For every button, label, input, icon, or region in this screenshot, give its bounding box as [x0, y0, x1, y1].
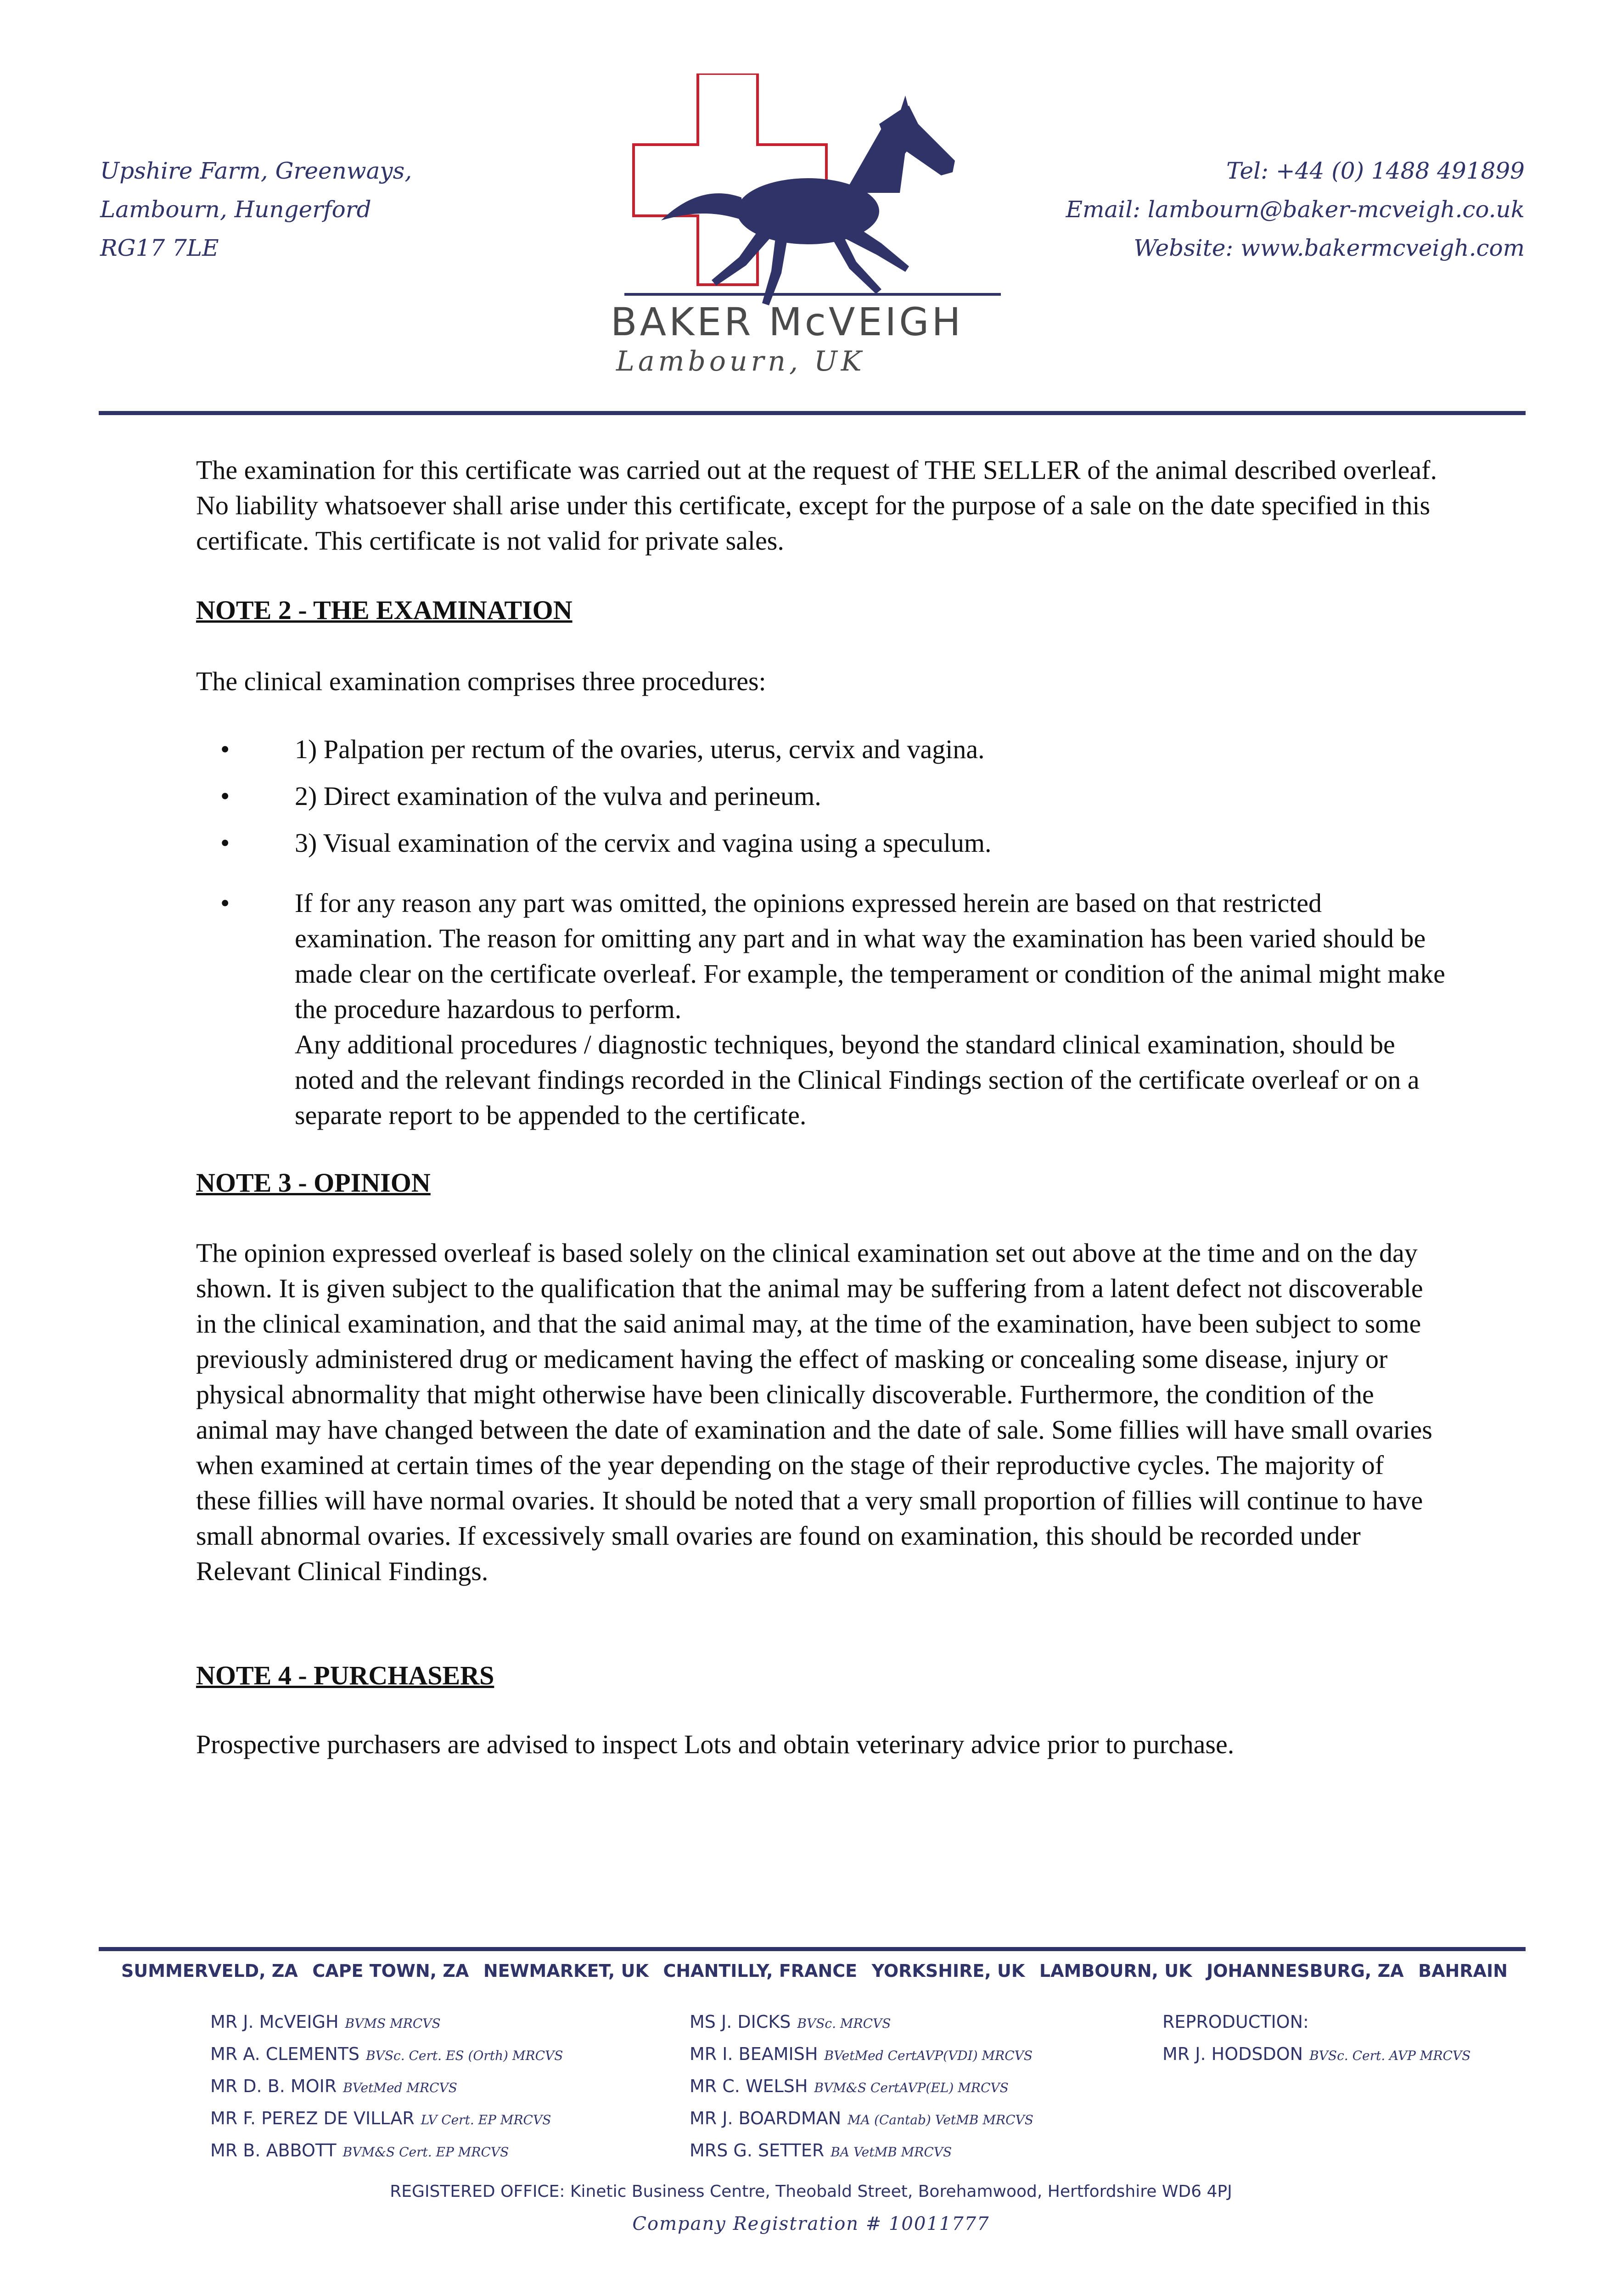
logo-underline [624, 293, 1001, 296]
bullet-icon: • [220, 828, 230, 858]
note-2-heading: NOTE 2 - THE EXAMINATION [196, 595, 572, 625]
staff-name: MR J. BOARDMAN [690, 2108, 842, 2128]
staff-entry [1162, 2038, 1470, 2070]
farm-address [100, 152, 412, 267]
staff-name: MS J. DICKS [690, 2012, 791, 2032]
staff-qualification: BVM&S Cert. EP MRCVS [342, 2144, 509, 2160]
staff-name: MR A. CLEMENTS [210, 2044, 360, 2064]
note-4-heading: NOTE 4 - PURCHASERS [196, 1660, 494, 1690]
staff-name: MR B. ABBOTT [210, 2140, 337, 2161]
staff-qualification: BVSc. Cert. ES (Orth) MRCVS [366, 2048, 563, 2063]
staff-entry [210, 2102, 563, 2134]
location: CAPE TOWN, ZA [312, 1961, 469, 1981]
horse-icon [661, 96, 955, 305]
staff-qualification: BA VetMB MRCVS [831, 2144, 952, 2160]
note-4-paragraph: Prospective purchasers are advised to inspect Lots and obtain veterinary advice prior to purchase. [196, 1729, 1235, 1759]
registered-office: REGISTERED OFFICE: Kinetic Business Centre, Theobald Street, Borehamwood, Hertfordshire WD6 4PJ [390, 2182, 1232, 2201]
staff-entry [690, 2038, 1033, 2070]
staff-name: MR J. HODSDON [1162, 2044, 1303, 2064]
staff-name: MR D. B. MOIR [210, 2076, 337, 2096]
staff-entry [210, 2006, 563, 2038]
staff-qualification: BVM&S CertAVP(EL) MRCVS [814, 2080, 1009, 2095]
office-locations [121, 1961, 1508, 1981]
staff-entry [210, 2134, 563, 2167]
brand-name: BAKER McVEIGH [611, 299, 964, 344]
staff-qualification: MA (Cantab) VetMB MRCVS [847, 2112, 1033, 2127]
brand-location: Lambourn, UK [616, 345, 865, 377]
staff-column-2 [690, 2006, 1033, 2167]
section-label: REPRODUCTION: [1162, 2012, 1309, 2032]
staff-entry [690, 2006, 1033, 2038]
procedure-item: 3) Visual examination of the cervix and vagina using a speculum. [295, 828, 992, 858]
company-registration: Company Registration # 10011777 [632, 2213, 990, 2234]
staff-entry [690, 2070, 1033, 2102]
omission-note [295, 885, 1461, 1133]
staff-entry [210, 2070, 563, 2102]
contact-details [1066, 152, 1525, 267]
location: SUMMERVELD, ZA [121, 1961, 298, 1981]
staff-entry [690, 2134, 1033, 2167]
omission-text: If for any reason any part was omitted, the opinions expressed herein are based on that restricted examination. The reason for omitting any part and in what way the examination has been varied should be made clear on the certificate overleaf. For example, the temperament or condition of the animal might make the procedure hazardous to perform. [295, 888, 1445, 1024]
additional-procedures-text: Any additional procedures / diagnostic techniques, beyond the standard clinical examination, should be noted and the relevant findings recorded in the Clinical Findings section of the certificate overleaf or on a separate report to be appended to the certificate. [295, 1030, 1420, 1130]
staff-qualification: BVMS MRCVS [345, 2016, 441, 2031]
email-line: Email: lambourn@baker-mcveigh.co.uk [1066, 196, 1525, 223]
location: JOHANNESBURG, ZA [1207, 1961, 1404, 1981]
staff-name: MRS G. SETTER [690, 2140, 825, 2161]
procedure-item: 2) Direct examination of the vulva and perineum. [295, 781, 821, 811]
note-3-heading: NOTE 3 - OPINION [196, 1168, 431, 1198]
footer-divider [99, 1947, 1526, 1951]
bullet-icon: • [220, 888, 230, 918]
location: LAMBOURN, UK [1039, 1961, 1192, 1981]
staff-qualification: BVetMed MRCVS [343, 2080, 457, 2095]
header-divider [99, 411, 1526, 415]
staff-qualification: BVSc. MRCVS [797, 2016, 891, 2031]
location: NEWMARKET, UK [483, 1961, 649, 1981]
staff-entry [690, 2102, 1033, 2134]
staff-qualification: LV Cert. EP MRCVS [421, 2112, 551, 2127]
staff-column-3 [1162, 2006, 1470, 2070]
location: CHANTILLY, FRANCE [663, 1961, 858, 1981]
staff-qualification: BVetMed CertAVP(VDI) MRCVS [824, 2048, 1033, 2063]
address-line: Lambourn, Hungerford [100, 196, 371, 223]
intro-paragraph: The examination for this certificate was carried out at the request of THE SELLER of the animal described overleaf. No liability whatsoever shall arise under this certificate, except for the purpose of a sale on the date specified in this certificate. This certificate is not valid for private sales. [196, 455, 1437, 556]
location: BAHRAIN [1418, 1961, 1508, 1981]
location: YORKSHIRE, UK [871, 1961, 1025, 1981]
staff-entry [210, 2038, 563, 2070]
website-line: Website: www.bakermcveigh.com [1134, 235, 1525, 261]
address-line: RG17 7LE [100, 235, 219, 261]
staff-name: MR F. PEREZ DE VILLAR [210, 2108, 415, 2128]
address-line: Upshire Farm, Greenways, [100, 158, 412, 184]
bullet-icon: • [220, 781, 230, 811]
reproduction-heading [1162, 2006, 1470, 2038]
staff-qualification: BVSc. Cert. AVP MRCVS [1309, 2048, 1471, 2063]
staff-column-1 [210, 2006, 563, 2167]
phone-line: Tel: +44 (0) 1488 491899 [1226, 158, 1525, 184]
note-3-paragraph: The opinion expressed overleaf is based solely on the clinical examination set out above at the time and on the day shown. It is given subject to the qualification that the animal may be suffering from a latent defect not discoverable in the clinical examination, and that the said animal may, at the time of the examination, have been subject to some previously administered drug or medicament having the effect of masking or concealing some disease, injury or physical abnormality that might otherwise have been clinically discoverable. Furthermore, the condition of the animal may have changed between the date of examination and the date of sale. Some fillies will have small ovaries when examined at certain times of the year depending on the stage of their reproductive cycles. The majority of these fillies will have normal ovaries. It should be noted that a very small proportion of fillies will continue to have small abnormal ovaries. If excessively small ovaries are found on examination, this should be recorded under Relevant Clinical Findings. [196, 1238, 1432, 1586]
staff-name: MR C. WELSH [690, 2076, 808, 2096]
bullet-icon: • [220, 734, 230, 764]
staff-name: MR J. McVEIGH [210, 2012, 339, 2032]
staff-name: MR I. BEAMISH [690, 2044, 818, 2064]
procedure-item: 1) Palpation per rectum of the ovaries, uterus, cervix and vagina. [295, 734, 985, 764]
note-2-intro: The clinical examination comprises three procedures: [196, 666, 766, 696]
